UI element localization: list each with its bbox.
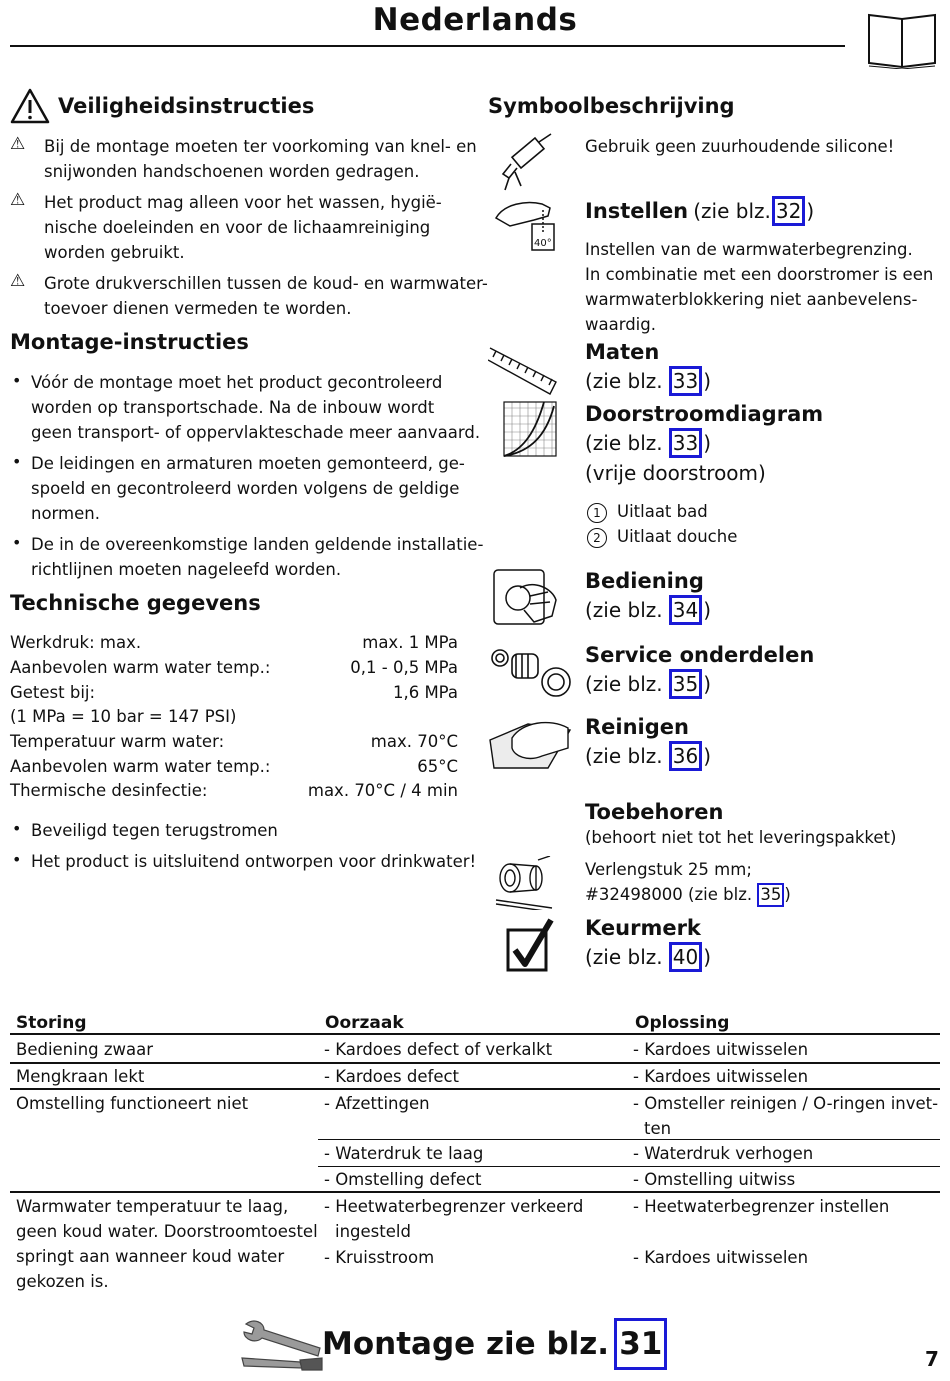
page-link[interactable]: 34 [669,595,702,625]
outlet-legend: 1 Uitlaat bad 2 Uitlaat douche [587,499,737,549]
page-link[interactable]: 35 [669,669,702,699]
accessories-note: (behoort niet tot het leveringspakket) [585,828,897,847]
table-cell: - Omstelling uitwiss [633,1170,796,1189]
table-cell: Mengkraan lekt [16,1067,145,1086]
warning-icon: ⚠ [10,190,26,210]
checkmark-certification-icon [505,918,555,974]
bullet-icon: • [12,371,22,390]
mounting-heading: Montage-instructies [10,330,249,354]
page-link[interactable]: 33 [669,366,702,396]
title-divider [10,45,845,47]
dimensions-ref: Maten (zie blz. 33 ) [585,338,711,396]
tech-row: Temperatuur warm water: max. 70°C [10,732,458,751]
bullet-icon: • [12,850,22,869]
col-header-solution: Oplossing [635,1013,730,1033]
safety-item-1: Bij de montage moeten ter voorkoming van knel- en snijwonden handschoenen worden gedragen. [44,137,477,181]
flow-diagram-icon [500,400,558,458]
mounting-item-3: De in de overeenkomstige landen geldende installatie- richtlijnen moeten nageleefd worden. [31,535,484,579]
table-cell: - Waterdruk te laag [324,1144,484,1163]
settings-description: Instellen van de warmwaterbegrenzing. In combinatie met een doorstromer is een warmwaterblokkering niet aanbevelens- waardig. [585,240,934,334]
table-cell: - Kardoes uitwisselen [633,1248,809,1267]
technical-heading: Technische gegevens [10,591,261,615]
cleaning-ref: Reinigen (zie blz. 36 ) [585,713,711,771]
tech-bullet-2: Het product is uitsluitend ontworpen voor drinkwater! [31,852,477,871]
table-cell: - Omsteller reinigen / O-ringen invet- ten [633,1094,939,1138]
table-cell: Omstelling functioneert niet [16,1094,249,1113]
silicone-gun-icon [495,132,561,194]
page-link[interactable]: 35 [757,883,784,907]
service-parts-icon [490,642,574,700]
tech-row: Werkdruk: max. max. 1 MPa [10,633,458,652]
tech-row: Aanbevolen warm water temp.: 65°C [10,757,458,776]
mark-ref: Keurmerk (zie blz. 40 ) [585,914,711,972]
warning-icon: ⚠ [10,271,26,291]
bullet-icon: • [12,452,22,471]
mounting-item-2: De leidingen en armaturen moeten gemonteerd, ge- spoeld en gecontroleerd worden volgens de geldige normen. [31,454,465,523]
accessories-title: Toebehoren [585,800,724,824]
mounting-item-1: Vóór de montage moet het product gecontroleerd worden op transportschade. Na de inbouw wordt geen transport- of oppervlakteschade meer aanvaard. [31,373,481,442]
footer-mounting-ref: Montage zie blz. 31 [322,1318,667,1370]
table-cell: - Kardoes uitwisselen [633,1040,809,1059]
page-link[interactable]: 32 [772,196,805,226]
bullet-icon: • [12,819,22,838]
tech-bullet-1: Beveiligd tegen terugstromen [31,821,278,840]
warning-icon: ⚠ [10,134,26,154]
page-link[interactable]: 36 [669,741,702,771]
table-cell: - Afzettingen [324,1094,430,1113]
ruler-icon [488,340,558,398]
table-cell: - Kardoes defect of verkalkt [324,1040,553,1059]
adjust-temperature-icon [490,194,562,256]
safety-item-2: Het product mag alleen voor het wassen, hygië- nische doeleinden en voor de lichaamreiniging worden gebruikt. [44,193,442,262]
warning-triangle-icon [10,88,50,124]
table-rule [10,1088,940,1090]
tech-row: Getest bij: 1,6 MPa [10,683,458,702]
table-rule [318,1139,940,1140]
table-cell: Bediening zwaar [16,1040,154,1059]
page-link[interactable]: 40 [669,942,702,972]
safety-heading: Veiligheidsinstructies [58,94,315,118]
table-cell: - Kardoes defect [324,1067,460,1086]
outlet-number: 1 [587,503,607,523]
table-cell: - Heetwaterbegrenzer instellen [633,1197,890,1216]
book-icon [867,13,937,69]
service-ref: Service onderdelen (zie blz. 35 ) [585,641,814,699]
cleaning-hand-icon [488,712,572,772]
table-cell: - Omstelling defect [324,1170,482,1189]
tech-row: Thermische desinfectie: max. 70°C / 4 min [10,781,458,800]
flow-ref: Doorstroomdiagram (zie blz. 33 ) (vrije doorstroom) [585,402,824,485]
table-cell: - Kruisstroom [324,1248,435,1267]
tech-row: Aanbevolen warm water temp.: 0,1 - 0,5 MPa [10,658,458,677]
table-cell: - Kardoes uitwisselen [633,1067,809,1086]
svg-text:40°: 40° [534,238,552,249]
bullet-icon: • [12,533,22,552]
table-cell: Warmwater temperatuur te laag, geen koud water. Doorstroomtoestel springt aan wanneer koud water gekozen is. [16,1197,318,1291]
extension-piece-icon [492,856,554,910]
page-link[interactable]: 33 [669,428,702,458]
table-rule [10,1033,940,1035]
hand-operating-icon [490,566,560,626]
operation-ref: Bediening (zie blz. 34 ) [585,567,711,625]
col-header-cause: Oorzaak [325,1013,404,1033]
page-link[interactable]: 31 [614,1318,667,1370]
symbols-heading: Symboolbeschrijving [488,94,735,118]
silicone-note: Gebruik geen zuurhoudende silicone! [585,137,895,156]
col-header-fault: Storing [16,1013,87,1033]
table-cell: - Waterdruk verhogen [633,1144,814,1163]
page-title: Nederlands [372,2,578,38]
settings-ref: Instellen (zie blz. 32 ) [585,196,814,226]
tools-icon [240,1318,324,1374]
tech-row: (1 MPa = 10 bar = 147 PSI) [10,707,237,726]
page-number: 7 [925,1347,939,1371]
table-rule [10,1191,940,1193]
safety-item-3: Grote drukverschillen tussen de koud- en warmwater- toevoer dienen vermeden te worden. [44,274,488,318]
accessories-detail: Verlengstuk 25 mm; #32498000 (zie blz. 35 ) [585,857,791,907]
table-cell: - Heetwaterbegrenzer verkeerd ingesteld [324,1197,584,1241]
outlet-number: 2 [587,528,607,548]
